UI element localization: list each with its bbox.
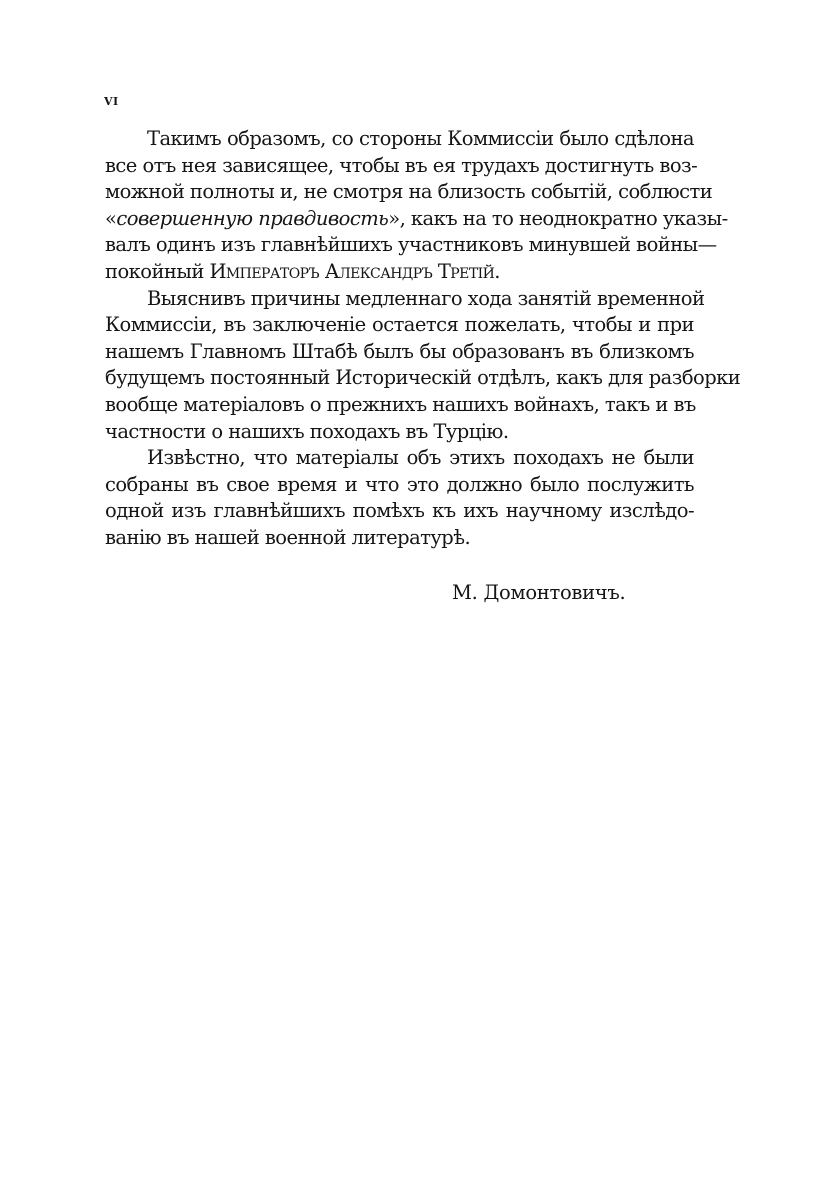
- text-line: ванію въ нашей военной литературѣ.: [105, 525, 471, 549]
- text-line: Выяснивъ причины медленнаго хода занятій временной: [147, 286, 705, 310]
- open-quote: «: [105, 206, 117, 230]
- paragraph-1: [105, 126, 728, 286]
- text-fragment: .: [494, 259, 500, 283]
- text-line: нашемъ Главномъ Штабѣ былъ бы образованъ въ близкомъ: [105, 339, 694, 363]
- emperor-name: Императоръ Александръ Третій: [209, 259, 495, 283]
- paragraph-2: [105, 286, 741, 446]
- text-line: частности о нашихъ походахъ въ Турцію.: [105, 419, 509, 443]
- paragraph-3: [105, 445, 694, 551]
- text-line: все отъ нея зависящее, чтобы въ ея трудахъ достигнуть воз-: [105, 153, 698, 177]
- text-fragment: », какъ на то неоднократно указы-: [388, 206, 728, 230]
- text-line: вообще матеріаловъ о прежнихъ нашихъ войнахъ, такъ и въ: [105, 392, 696, 416]
- text-line: [105, 259, 694, 286]
- text-line: будущемъ постоянный Историческій отдѣлъ, какъ для разборки: [105, 366, 741, 390]
- text-line: Извѣстно, что матеріалы объ этихъ походахъ не были: [147, 446, 694, 470]
- text-fragment: покойный: [105, 259, 210, 283]
- text-line: валъ одинъ изъ главнѣйшихъ участниковъ минувшей войны—: [105, 233, 717, 257]
- italic-phrase: совершенную правдивость: [116, 206, 389, 230]
- text-line: можной полноты и, не смотря на близость событій, соблюсти: [105, 180, 713, 204]
- text-line: Такимъ образомъ, со стороны Коммиссіи было сдѣлона: [147, 127, 694, 150]
- text-line: одной изъ главнѣйшихъ помѣхъ къ ихъ научному изслѣдо-: [105, 499, 694, 523]
- body-text: [105, 126, 741, 552]
- page-number: VI: [104, 95, 119, 108]
- text-line: Коммиссіи, въ заключеніе остается пожелать, чтобы и при: [105, 313, 694, 337]
- text-line: собраны въ свое время и что это должно было послужить: [105, 472, 694, 496]
- signature: М. Домонтовичъ.: [452, 581, 626, 604]
- text-line: [105, 206, 728, 233]
